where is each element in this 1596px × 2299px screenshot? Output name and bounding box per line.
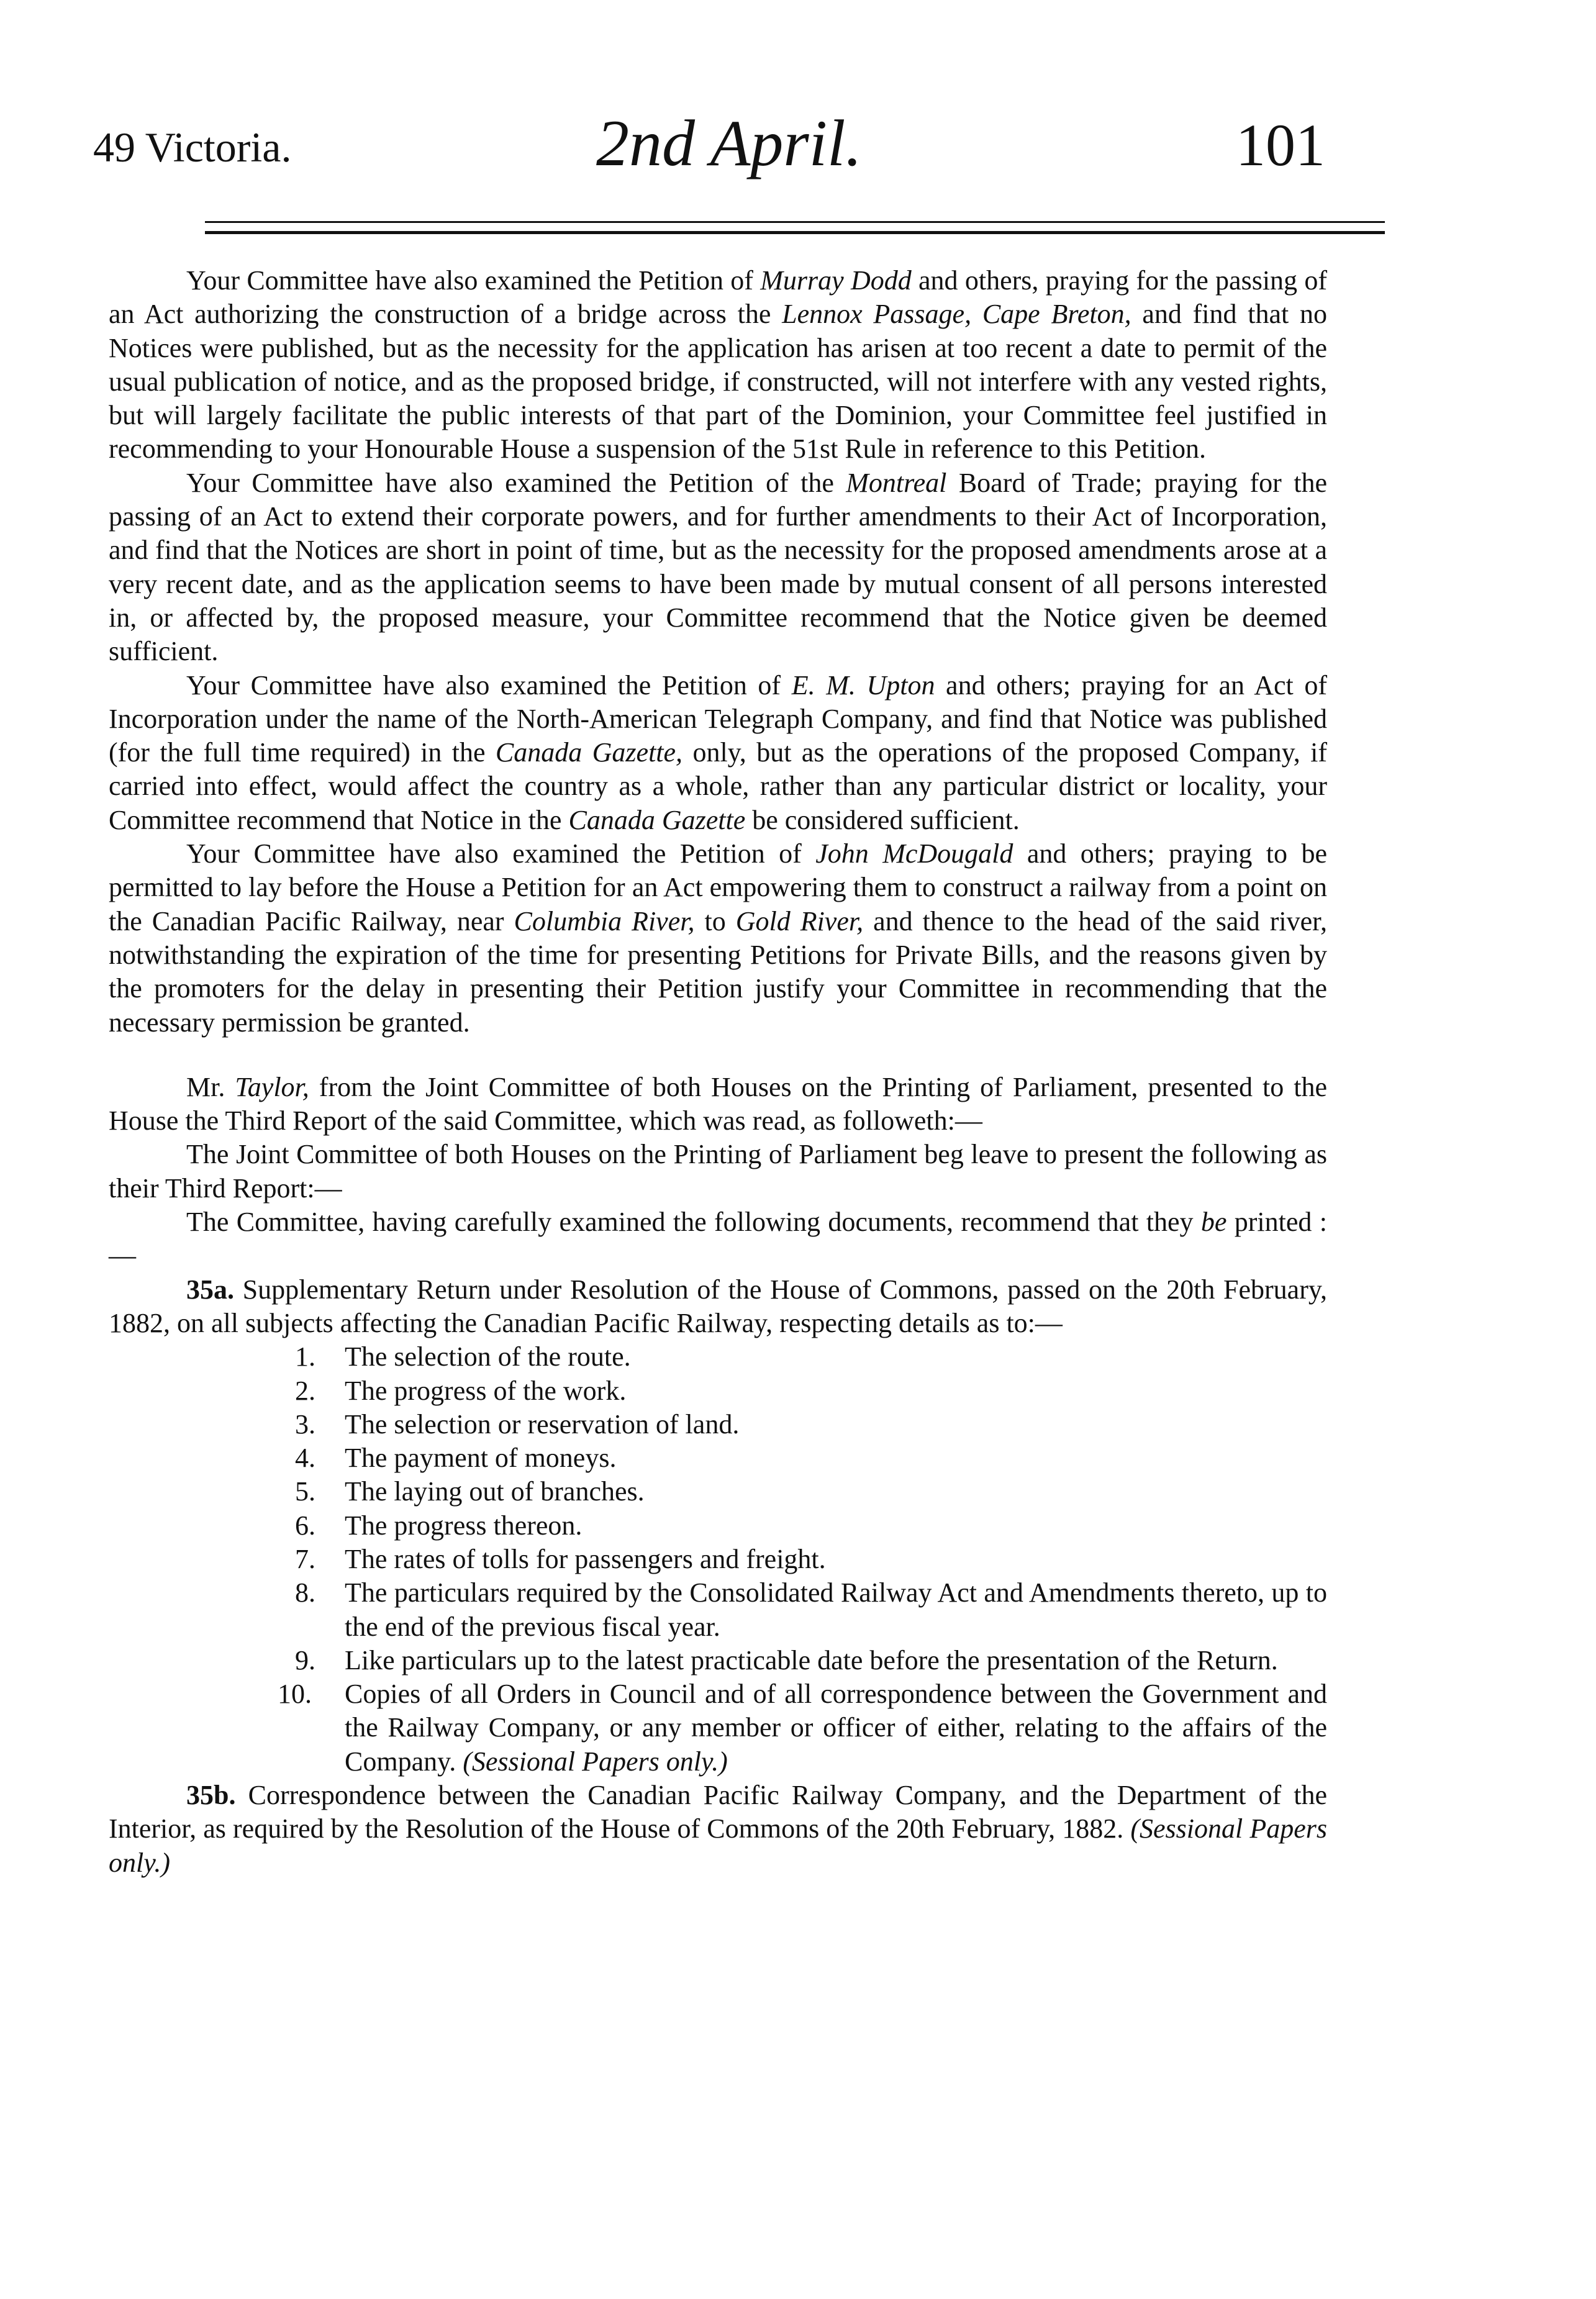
list-number: 10. xyxy=(278,1679,312,1710)
text-run: only, but as the operations of the proposed Company, if carried into effect, would affect the country as a whole, rather than any particular district or locality, your Committee recommend that Notice in the xyxy=(109,737,1327,835)
list-number: 8. xyxy=(295,1577,315,1608)
paragraph-taylor-report xyxy=(109,1071,1327,1138)
sessional-papers-note: (Sessional Papers only.) xyxy=(463,1746,728,1777)
list-number: 4. xyxy=(295,1443,315,1474)
member-name: Taylor, xyxy=(235,1071,309,1102)
list-item xyxy=(109,1576,1327,1644)
list-item xyxy=(109,1543,1327,1576)
petitioner-name: E. M. Upton xyxy=(791,669,935,701)
header-rule-thick xyxy=(205,231,1385,234)
list-number: 6. xyxy=(295,1510,315,1541)
text-run: Your Committee have also examined the Petition of xyxy=(186,838,816,869)
text-run: to xyxy=(694,905,736,936)
list-item xyxy=(109,1340,1327,1374)
list-text: The particulars required by the Consolidated Railway Act and Amendments thereto, up to the end of the previous fiscal year. xyxy=(345,1577,1327,1642)
petitioner-name: Murray Dodd xyxy=(760,265,912,296)
details-list xyxy=(109,1340,1327,1779)
page-number: 101 xyxy=(1236,112,1325,178)
list-text: The progress of the work. xyxy=(345,1375,627,1406)
list-text: The rates of tolls for passengers and freight. xyxy=(345,1543,826,1574)
paragraph-joint-committee: The Joint Committee of both Houses on the Printing of Parliament beg leave to present the following as their Third Report:— xyxy=(109,1139,1327,1204)
list-text: The payment of moneys. xyxy=(345,1443,617,1474)
header-rule-thin xyxy=(205,221,1385,223)
list-text: Like particulars up to the latest practicable date before the presentation of the Return. xyxy=(345,1644,1278,1676)
text-run: Correspondence between the Canadian Pacific Railway Company, and the Department of the Interior, as required by the Resolution of the House of Commons of the 20th February, 1882. xyxy=(109,1780,1327,1844)
text-run: and find that no Notices were published, but as the necessity for the application has arisen at too recent a date to permit of the usual publication of notice, and as the proposed bridge, if constructed, will not interfere with any vested rights, but will largely facilitate the public interests of that part of the Dominion, your Committee feel justified in recommending to your Honourable House a suspension of the 51st Rule in reference to this Petition. xyxy=(109,299,1328,465)
running-header-date: 2nd April. xyxy=(596,107,862,179)
text-run: Your Committee have also examined the Petition of the xyxy=(186,467,846,498)
list-number: 5. xyxy=(295,1476,315,1507)
list-number: 2. xyxy=(295,1375,315,1406)
text-run: and others; praying for an Act of Incorporation under the name of the North-American Telegraph Company, and find that Notice was published (for the full time required) in the xyxy=(109,669,1327,768)
list-text: The selection or reservation of land. xyxy=(345,1408,740,1440)
running-header-regnal-year: 49 Victoria. xyxy=(93,124,292,171)
list-text: The selection of the route. xyxy=(345,1341,631,1372)
list-number: 9. xyxy=(295,1644,315,1676)
paragraph-35b xyxy=(109,1779,1327,1880)
list-item xyxy=(109,1677,1327,1779)
text-run: and others; praying to be permitted to lay before the House a Petition for an Act empowering them to construct a railway from a point on the Canadian Pacific Railway, near xyxy=(109,838,1327,936)
document-number: 35a. xyxy=(186,1274,234,1305)
text-run: Your Committee have also examined the Petition of xyxy=(186,669,792,701)
list-item xyxy=(109,1475,1327,1508)
sessional-papers-note: (Sessional Papers only.) xyxy=(109,1813,1327,1878)
list-number: 3. xyxy=(295,1408,315,1440)
text-run: Your Committee have also examined the Petition of xyxy=(186,265,761,296)
text-run: Mr. xyxy=(186,1071,235,1102)
list-item xyxy=(109,1509,1327,1543)
text-run: The Committee, having carefully examined the following documents, recommend that they xyxy=(186,1207,1201,1238)
list-number: 7. xyxy=(295,1543,315,1574)
text-run: and others, praying for the passing of an Act authorizing the construction of a bridge across the xyxy=(109,265,1327,330)
text-run: and thence to the head of the said river, notwithstanding the expiration of the time for presenting Petitions for Private Bills, and the reasons given by the promoters for the delay in presenting their Petition justify your Committee in recommending that the necessary permission be granted. xyxy=(109,905,1328,1038)
text-run: from the Joint Committee of both Houses on the Printing of Parliament, presented to the House the Third Report of the said Committee, which was read, as followeth:— xyxy=(109,1071,1327,1136)
petitioner-name: John McDougald xyxy=(815,838,1013,869)
list-item xyxy=(109,1374,1327,1408)
text-run: printed :— xyxy=(109,1207,1327,1271)
emphasis: be xyxy=(1200,1207,1227,1238)
text-run: be considered sufficient. xyxy=(745,804,1020,835)
paragraph-recommendation xyxy=(109,1205,1327,1273)
place-name: Lennox Passage, Cape Breton, xyxy=(782,299,1131,330)
text-run: Supplementary Return under Resolution of the House of Commons, passed on the 20th February, 1882, on all subjects affecting the Canadian Pacific Railway, respecting details as to:— xyxy=(109,1274,1327,1338)
list-text: The progress thereon. xyxy=(345,1510,583,1541)
paragraph-upton-petition xyxy=(109,669,1327,837)
list-number: 1. xyxy=(295,1341,315,1372)
list-item xyxy=(109,1408,1327,1441)
list-item xyxy=(109,1441,1327,1475)
paragraph-35a xyxy=(109,1273,1327,1341)
list-text: Copies of all Orders in Council and of all correspondence between the Government and the Railway Company, or any member or officer of either, relating to the affairs of the Company. xyxy=(345,1679,1327,1777)
place-name: Gold River, xyxy=(735,905,864,936)
publication-name: Canada Gazette, xyxy=(495,737,683,768)
list-item xyxy=(109,1644,1327,1677)
place-name: Columbia River, xyxy=(514,905,695,936)
paragraph-mcdougald-petition xyxy=(109,837,1327,1040)
document-number: 35b. xyxy=(186,1780,236,1811)
list-text: The laying out of branches. xyxy=(345,1476,645,1507)
paragraph-montreal-board xyxy=(109,466,1327,669)
page-body xyxy=(109,264,1327,1880)
paragraph-dodd-petition xyxy=(109,264,1327,466)
text-run: Board of Trade; praying for the passing of an Act to extend their corporate powers, and for further amendments to their Act of Incorporation, and find that the Notices are short in point of time, but as the necessity for the proposed amendments arose at a very recent date, and as the application seems to have been made by mutual consent of all persons interested in, or affected by, the proposed measure, your Committee recommend that the Notice given be deemed sufficient. xyxy=(109,467,1327,667)
petitioner-name: Montreal xyxy=(846,467,947,498)
publication-name: Canada Gazette xyxy=(568,804,746,835)
